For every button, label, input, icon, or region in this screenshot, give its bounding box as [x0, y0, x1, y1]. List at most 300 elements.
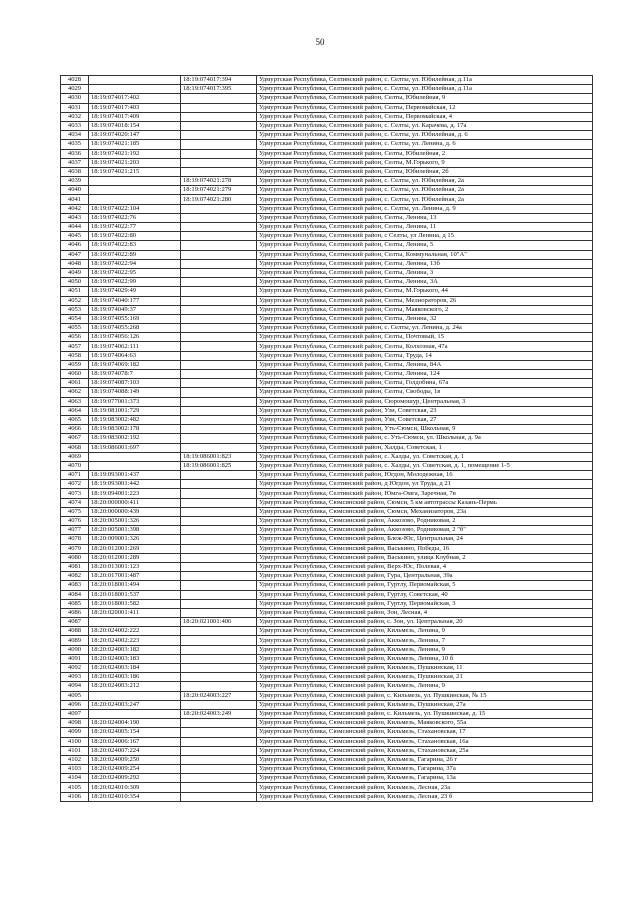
- row-number-cell: 4068: [61, 443, 89, 452]
- address-cell: Удмуртская Республика, Селтинский район, с. Селты, ул. Карачева, д. 17а: [257, 121, 593, 130]
- address-cell: Удмуртская Республика, Селтинский район, Селты, Ленина, 13: [257, 213, 593, 222]
- address-cell: Удмуртская Республика, Селтинский район, с Селты, ул Ленина, д 15: [257, 232, 593, 241]
- row-number-cell: 4050: [61, 278, 89, 287]
- row-number-cell: 4047: [61, 250, 89, 259]
- table-row: [61, 590, 593, 599]
- table-row: [61, 599, 593, 608]
- table-row: [61, 112, 593, 121]
- cadastral-number-premises-cell: [181, 213, 257, 222]
- address-cell: Удмуртская Республика, Сюмсинский район, Сюмси, 5 км автотрассы Казань-Пермь: [257, 498, 593, 507]
- cadastral-number-building-cell: 18:19:074021:192: [89, 149, 181, 158]
- cadastral-number-premises-cell: [181, 636, 257, 645]
- row-number-cell: 4087: [61, 618, 89, 627]
- row-number-cell: 4040: [61, 186, 89, 195]
- row-number-cell: 4090: [61, 645, 89, 654]
- address-cell: Удмуртская Республика, Селтинский район, Селты, Ленина, 3А: [257, 278, 593, 287]
- address-cell: Удмуртская Республика, Сюмсинский район, Кильмезь, Ленина, 7: [257, 636, 593, 645]
- cadastral-number-premises-cell: [181, 517, 257, 526]
- cadastral-number-premises-cell: [181, 719, 257, 728]
- address-cell: Удмуртская Республика, Селтинский район, Селты, М.Горького, 44: [257, 287, 593, 296]
- cadastral-number-building-cell: 18:19:074017:409: [89, 112, 181, 121]
- table-row: [61, 250, 593, 259]
- table-row: [61, 158, 593, 167]
- row-number-cell: 4052: [61, 296, 89, 305]
- cadastral-number-premises-cell: [181, 498, 257, 507]
- table-row: [61, 167, 593, 176]
- address-cell: Удмуртская Республика, Сюмсинский район, Кильмезь, Лесная, 23а: [257, 783, 593, 792]
- cadastral-number-building-cell: 18:20:024009:250: [89, 755, 181, 764]
- address-cell: Удмуртская Республика, Сюмсинский район, Кильмезь, Ленина, 9: [257, 627, 593, 636]
- address-cell: Удмуртская Республика, Селтинский район, Селты, Ленина, 32: [257, 314, 593, 323]
- cadastral-number-building-cell: 18:19:074088:149: [89, 388, 181, 397]
- table-row: [61, 636, 593, 645]
- cadastral-number-premises-cell: [181, 664, 257, 673]
- row-number-cell: 4034: [61, 131, 89, 140]
- row-number-cell: 4092: [61, 664, 89, 673]
- table-row: [61, 425, 593, 434]
- cadastral-number-building-cell: 18:19:093001:442: [89, 480, 181, 489]
- address-cell: Удмуртская Республика, Сюмсинский район, Кильмезь, Гагарина, 37а: [257, 765, 593, 774]
- row-number-cell: 4049: [61, 268, 89, 277]
- cadastral-number-building-cell: 18:20:024009:292: [89, 774, 181, 783]
- cadastral-number-building-cell: 18:20:017001:487: [89, 572, 181, 581]
- row-number-cell: 4064: [61, 406, 89, 415]
- address-cell: Удмуртская Республика, Селтинский район, с. Селты, ул. Юбилейная, 2а: [257, 195, 593, 204]
- cadastral-number-building-cell: 18:20:018001:537: [89, 590, 181, 599]
- cadastral-number-building-cell: 18:19:074078:7: [89, 370, 181, 379]
- cadastral-number-building-cell: 18:20:024003:183: [89, 654, 181, 663]
- address-cell: Удмуртская Республика, Селтинский район, Селты, Ленина, 11: [257, 223, 593, 232]
- cadastral-number-premises-cell: 18:20:024003:249: [181, 709, 257, 718]
- row-number-cell: 4067: [61, 434, 89, 443]
- cadastral-number-building-cell: 18:20:013001:123: [89, 562, 181, 571]
- cadastral-number-premises-cell: [181, 645, 257, 654]
- table-row: [61, 443, 593, 452]
- cadastral-number-building-cell: 18:19:074087:103: [89, 379, 181, 388]
- row-number-cell: 4095: [61, 691, 89, 700]
- cadastral-number-premises-cell: [181, 581, 257, 590]
- table-row: [61, 204, 593, 213]
- row-number-cell: 4057: [61, 342, 89, 351]
- row-number-cell: 4062: [61, 388, 89, 397]
- cadastral-number-premises-cell: [181, 94, 257, 103]
- table-row: [61, 765, 593, 774]
- table-row: [61, 691, 593, 700]
- cadastral-number-premises-cell: [181, 406, 257, 415]
- table-row: [61, 755, 593, 764]
- cadastral-number-premises-cell: [181, 259, 257, 268]
- address-cell: Удмуртская Республика, Селтинский район, Сюромошур, Центральная, 3: [257, 397, 593, 406]
- cadastral-number-building-cell: 18:19:074022:94: [89, 259, 181, 268]
- table-row: [61, 654, 593, 663]
- row-number-cell: 4030: [61, 94, 89, 103]
- table-row: [61, 553, 593, 562]
- address-cell: Удмуртская Республика, Сюмсинский район, Кильмезь, Ленина, 9: [257, 682, 593, 691]
- row-number-cell: 4085: [61, 599, 89, 608]
- table-row: [61, 572, 593, 581]
- table-row: [61, 618, 593, 627]
- address-cell: Удмуртская Республика, Сюмсинский район, Гуртлу, Первомайская, 3: [257, 599, 593, 608]
- table-row: [61, 627, 593, 636]
- cadastral-number-premises-cell: [181, 305, 257, 314]
- table-row: [61, 434, 593, 443]
- address-cell: Удмуртская Республика, Сюмсинский район, Блеж-Юс, Центральная, 24: [257, 535, 593, 544]
- address-cell: Удмуртская Республика, Сюмсинский район, Верх-Юс, Полевая, 4: [257, 562, 593, 571]
- cadastral-number-premises-cell: [181, 415, 257, 424]
- cadastral-number-building-cell: 18:19:074055:169: [89, 314, 181, 323]
- row-number-cell: 4031: [61, 103, 89, 112]
- cadastral-number-premises-cell: 18:19:074017:394: [181, 76, 257, 85]
- cadastral-number-premises-cell: [181, 562, 257, 571]
- cadastral-number-premises-cell: [181, 232, 257, 241]
- table-row: [61, 232, 593, 241]
- address-cell: Удмуртская Республика, Сюмсинский район, Аккозово, Родниковая, 2: [257, 517, 593, 526]
- row-number-cell: 4037: [61, 158, 89, 167]
- cadastral-number-premises-cell: 18:19:074021:278: [181, 177, 257, 186]
- row-number-cell: 4105: [61, 783, 89, 792]
- row-number-cell: 4089: [61, 636, 89, 645]
- cadastral-number-building-cell: [89, 691, 181, 700]
- table-row: [61, 489, 593, 498]
- address-cell: Удмуртская Республика, Селтинский район, с. Халды, ул. Советская, д. 1, помещение 1-5: [257, 461, 593, 470]
- cadastral-number-premises-cell: 18:19:086001:823: [181, 452, 257, 461]
- address-cell: Удмуртская Республика, Селтинский район, с. Селты, ул. Юбилейная, д.11а: [257, 85, 593, 94]
- row-number-cell: 4088: [61, 627, 89, 636]
- table-row: [61, 370, 593, 379]
- table-row: [61, 324, 593, 333]
- cadastral-number-building-cell: 18:19:074022:80: [89, 232, 181, 241]
- cadastral-number-building-cell: 18:20:012001:269: [89, 544, 181, 553]
- address-cell: Удмуртская Республика, Сюмсинский район, с. Зон, ул. Центральная, 20: [257, 618, 593, 627]
- address-cell: Удмуртская Республика, Селтинский район, Селты, Юбилейная, 2б: [257, 167, 593, 176]
- table-row: [61, 140, 593, 149]
- table-row: [61, 305, 593, 314]
- address-cell: Удмуртская Республика, Селтинский район, с. Селты, ул. Юбилейная, 2а: [257, 186, 593, 195]
- address-cell: Удмуртская Республика, Сюмсинский район, Кильмезь, Стахановская, 25а: [257, 746, 593, 755]
- table-row: [61, 700, 593, 709]
- row-number-cell: 4076: [61, 517, 89, 526]
- table-row: [61, 498, 593, 507]
- table-row: [61, 792, 593, 801]
- registry-table: [60, 75, 593, 802]
- table-row: [61, 682, 593, 691]
- address-cell: Удмуртская Республика, Селтинский район, Селты, Коммунальная, 10"А": [257, 250, 593, 259]
- address-cell: Удмуртская Республика, Сюмсинский район, Кильмезь, Пушкинская, 11: [257, 664, 593, 673]
- row-number-cell: 4038: [61, 167, 89, 176]
- row-number-cell: 4079: [61, 544, 89, 553]
- cadastral-number-building-cell: 18:19:074029:49: [89, 287, 181, 296]
- cadastral-number-building-cell: 18:19:074021:203: [89, 158, 181, 167]
- address-cell: Удмуртская Республика, Селтинский район, Халды, Советская, 1: [257, 443, 593, 452]
- row-number-cell: 4055: [61, 324, 89, 333]
- cadastral-number-building-cell: 18:19:074017:403: [89, 103, 181, 112]
- cadastral-number-premises-cell: [181, 167, 257, 176]
- table-row: [61, 507, 593, 516]
- cadastral-number-building-cell: 18:20:024010:309: [89, 783, 181, 792]
- cadastral-number-building-cell: 18:20:018001:582: [89, 599, 181, 608]
- address-cell: Удмуртская Республика, Сюмсинский район, Гуртлу, Советская, 40: [257, 590, 593, 599]
- row-number-cell: 4035: [61, 140, 89, 149]
- table-row: [61, 461, 593, 470]
- address-cell: Удмуртская Республика, Селтинский район, Селты, Ленина, 3: [257, 268, 593, 277]
- address-cell: Удмуртская Республика, Сюмсинский район, Васькино, улица Клубная, 2: [257, 553, 593, 562]
- address-cell: Удмуртская Республика, Селтинский район, Селты, Первомайская, 4: [257, 112, 593, 121]
- cadastral-number-building-cell: 18:19:086001:697: [89, 443, 181, 452]
- cadastral-number-building-cell: 18:19:074064:63: [89, 351, 181, 360]
- table-row: [61, 719, 593, 728]
- row-number-cell: 4058: [61, 351, 89, 360]
- table-row: [61, 452, 593, 461]
- address-cell: Удмуртская Республика, Селтинский район, Селты, Колхозная, 47а: [257, 342, 593, 351]
- cadastral-number-premises-cell: [181, 471, 257, 480]
- row-number-cell: 4044: [61, 223, 89, 232]
- table-row: [61, 673, 593, 682]
- row-number-cell: 4043: [61, 213, 89, 222]
- row-number-cell: 4036: [61, 149, 89, 158]
- address-cell: Удмуртская Республика, Селтинский район, Селты, Голдобина, 67а: [257, 379, 593, 388]
- row-number-cell: 4054: [61, 314, 89, 323]
- row-number-cell: 4106: [61, 792, 89, 801]
- address-cell: Удмуртская Республика, Селтинский район, Селты, Почтовый, 15: [257, 333, 593, 342]
- row-number-cell: 4084: [61, 590, 89, 599]
- row-number-cell: 4061: [61, 379, 89, 388]
- cadastral-number-building-cell: 18:20:024009:254: [89, 765, 181, 774]
- table-row: [61, 296, 593, 305]
- cadastral-number-building-cell: 18:20:018001:494: [89, 581, 181, 590]
- table-row: [61, 223, 593, 232]
- cadastral-number-building-cell: 18:19:074018:154: [89, 121, 181, 130]
- cadastral-number-building-cell: 18:19:074021:185: [89, 140, 181, 149]
- cadastral-number-building-cell: 18:20:024003:186: [89, 673, 181, 682]
- page-number: 50: [315, 37, 325, 47]
- cadastral-number-premises-cell: [181, 572, 257, 581]
- cadastral-number-premises-cell: [181, 673, 257, 682]
- cadastral-number-building-cell: 18:19:074022:83: [89, 241, 181, 250]
- address-cell: Удмуртская Республика, Селтинский район, с. Селты, ул. Ленина, д. 9: [257, 204, 593, 213]
- table-row: [61, 774, 593, 783]
- cadastral-number-building-cell: 18:19:074040:177: [89, 296, 181, 305]
- row-number-cell: 4078: [61, 535, 89, 544]
- cadastral-number-building-cell: 18:19:074022:104: [89, 204, 181, 213]
- cadastral-number-building-cell: [89, 709, 181, 718]
- address-cell: Удмуртская Республика, Селтинский район, Селты, Юбилейная, 2: [257, 149, 593, 158]
- table-row: [61, 241, 593, 250]
- cadastral-number-premises-cell: 18:19:074017:395: [181, 85, 257, 94]
- cadastral-number-building-cell: 18:20:024003:184: [89, 664, 181, 673]
- cadastral-number-premises-cell: [181, 792, 257, 801]
- table-row: [61, 471, 593, 480]
- cadastral-number-premises-cell: [181, 342, 257, 351]
- row-number-cell: 4097: [61, 709, 89, 718]
- cadastral-number-building-cell: 18:20:024007:224: [89, 746, 181, 755]
- cadastral-number-premises-cell: [181, 131, 257, 140]
- table-row: [61, 709, 593, 718]
- address-cell: Удмуртская Республика, Сюмсинский район, Кильмезь, Стахановская, 17: [257, 728, 593, 737]
- address-cell: Удмуртская Республика, Селтинский район, с. Селты, ул. Ленина, д. 6: [257, 140, 593, 149]
- table-row: [61, 351, 593, 360]
- cadastral-number-building-cell: [89, 452, 181, 461]
- row-number-cell: 4083: [61, 581, 89, 590]
- cadastral-number-premises-cell: [181, 526, 257, 535]
- table-row: [61, 149, 593, 158]
- cadastral-number-premises-cell: [181, 590, 257, 599]
- cadastral-number-premises-cell: 18:20:024003:227: [181, 691, 257, 700]
- table-row: [61, 314, 593, 323]
- address-cell: Удмуртская Республика, Селтинский район, Селты, М.Горького, 9: [257, 158, 593, 167]
- row-number-cell: 4048: [61, 259, 89, 268]
- cadastral-number-building-cell: 18:19:074056:126: [89, 333, 181, 342]
- cadastral-number-building-cell: 18:20:024002:223: [89, 636, 181, 645]
- row-number-cell: 4103: [61, 765, 89, 774]
- row-number-cell: 4065: [61, 415, 89, 424]
- address-cell: Удмуртская Республика, Сюмсинский район, Кильмезь, Гагарина, 26 г: [257, 755, 593, 764]
- address-cell: Удмуртская Республика, Сюмсинский район, Зон, Лесная, 4: [257, 608, 593, 617]
- cadastral-number-premises-cell: [181, 608, 257, 617]
- table-row: [61, 131, 593, 140]
- cadastral-number-building-cell: 18:20:024003:247: [89, 700, 181, 709]
- table-row: [61, 526, 593, 535]
- address-cell: Удмуртская Республика, Селтинский район, д Югдон, ул Труда, д 21: [257, 480, 593, 489]
- cadastral-number-premises-cell: [181, 700, 257, 709]
- cadastral-number-premises-cell: [181, 535, 257, 544]
- cadastral-number-premises-cell: [181, 783, 257, 792]
- registry-table-body: [61, 76, 593, 802]
- address-cell: Удмуртская Республика, Селтинский район, Селты, Труда, 14: [257, 351, 593, 360]
- cadastral-number-premises-cell: [181, 149, 257, 158]
- row-number-cell: 4077: [61, 526, 89, 535]
- table-row: [61, 562, 593, 571]
- cadastral-number-premises-cell: [181, 544, 257, 553]
- table-row: [61, 268, 593, 277]
- address-cell: Удмуртская Республика, Сюмсинский район, Сюмси, Механизаторов, 23а: [257, 507, 593, 516]
- table-row: [61, 480, 593, 489]
- table-row: [61, 746, 593, 755]
- row-number-cell: 4082: [61, 572, 89, 581]
- cadastral-number-premises-cell: [181, 507, 257, 516]
- cadastral-number-premises-cell: [181, 737, 257, 746]
- address-cell: Удмуртская Республика, Сюмсинский район, с. Кильмезь, ул. Пушкинская, № 15: [257, 691, 593, 700]
- row-number-cell: 4091: [61, 654, 89, 663]
- cadastral-number-premises-cell: [181, 765, 257, 774]
- row-number-cell: 4080: [61, 553, 89, 562]
- cadastral-number-premises-cell: [181, 140, 257, 149]
- address-cell: Удмуртская Республика, Селтинский район, Селты, Маяковского, 2: [257, 305, 593, 314]
- row-number-cell: 4104: [61, 774, 89, 783]
- row-number-cell: 4071: [61, 471, 89, 480]
- cadastral-number-premises-cell: [181, 112, 257, 121]
- table-row: [61, 581, 593, 590]
- table-row: [61, 379, 593, 388]
- address-cell: Удмуртская Республика, Селтинский район, Селты, Ленина, 5: [257, 241, 593, 250]
- address-cell: Удмуртская Республика, Селтинский район, с. Селты, ул. Ленина, д. 24а: [257, 324, 593, 333]
- address-cell: Удмуртская Республика, Селтинский район, с. Селты, ул. Юбилейная, д. 6: [257, 131, 593, 140]
- address-cell: Удмуртская Республика, Сюмсинский район, Васькино, Победы, 16: [257, 544, 593, 553]
- cadastral-number-premises-cell: [181, 241, 257, 250]
- row-number-cell: 4028: [61, 76, 89, 85]
- cadastral-number-building-cell: 18:19:083002:178: [89, 425, 181, 434]
- cadastral-number-building-cell: 18:20:005001:398: [89, 526, 181, 535]
- table-row: [61, 406, 593, 415]
- row-number-cell: 4053: [61, 305, 89, 314]
- cadastral-number-building-cell: 18:20:024006:167: [89, 737, 181, 746]
- table-row: [61, 76, 593, 85]
- address-cell: Удмуртская Республика, Селтинский район, с. Уть-Сюмси, ул. Школьная, д. 9а: [257, 434, 593, 443]
- row-number-cell: 4060: [61, 370, 89, 379]
- cadastral-number-building-cell: [89, 461, 181, 470]
- cadastral-number-building-cell: 18:19:093001:437: [89, 471, 181, 480]
- row-number-cell: 4063: [61, 397, 89, 406]
- cadastral-number-premises-cell: [181, 480, 257, 489]
- address-cell: Удмуртская Республика, Сюмсинский район, Кильмезь, Ленина, 9: [257, 645, 593, 654]
- row-number-cell: 4045: [61, 232, 89, 241]
- cadastral-number-building-cell: 18:19:074049:37: [89, 305, 181, 314]
- cadastral-number-premises-cell: [181, 360, 257, 369]
- cadastral-number-building-cell: 18:19:074069:182: [89, 360, 181, 369]
- cadastral-number-building-cell: 18:19:081001:729: [89, 406, 181, 415]
- table-row: [61, 517, 593, 526]
- row-number-cell: 4056: [61, 333, 89, 342]
- cadastral-number-premises-cell: [181, 627, 257, 636]
- cadastral-number-building-cell: 18:19:074022:89: [89, 250, 181, 259]
- cadastral-number-premises-cell: [181, 351, 257, 360]
- row-number-cell: 4096: [61, 700, 89, 709]
- address-cell: Удмуртская Республика, Селтинский район, с. Селты, ул. Юбилейная, 2а: [257, 177, 593, 186]
- address-cell: Удмуртская Республика, Сюмсинский район, Аккозово, Родниковая, 2 "б": [257, 526, 593, 535]
- address-cell: Удмуртская Республика, Селтинский район, Селты, Ленина, 124: [257, 370, 593, 379]
- table-row: [61, 535, 593, 544]
- cadastral-number-building-cell: 18:19:074020:147: [89, 131, 181, 140]
- address-cell: Удмуртская Республика, Сюмсинский район, Гуртлу, Первомайская, 5: [257, 581, 593, 590]
- cadastral-number-premises-cell: [181, 388, 257, 397]
- cadastral-number-premises-cell: [181, 728, 257, 737]
- cadastral-number-premises-cell: [181, 443, 257, 452]
- address-cell: Удмуртская Республика, Селтинский район, Селты, Ленина, 84А: [257, 360, 593, 369]
- cadastral-number-premises-cell: [181, 333, 257, 342]
- row-number-cell: 4074: [61, 498, 89, 507]
- cadastral-number-building-cell: 18:19:094001:223: [89, 489, 181, 498]
- address-cell: Удмуртская Республика, Селтинский район, Уть-Сюмси, Школьная, 9: [257, 425, 593, 434]
- table-row: [61, 213, 593, 222]
- table-row: [61, 287, 593, 296]
- row-number-cell: 4051: [61, 287, 89, 296]
- cadastral-number-building-cell: 18:19:074022:95: [89, 268, 181, 277]
- table-row: [61, 544, 593, 553]
- row-number-cell: 4066: [61, 425, 89, 434]
- table-row: [61, 397, 593, 406]
- table-row: [61, 85, 593, 94]
- cadastral-number-premises-cell: [181, 268, 257, 277]
- address-cell: Удмуртская Республика, Сюмсинский район, Кильмезь, Пушкинская, 27а: [257, 700, 593, 709]
- table-row: [61, 342, 593, 351]
- table-row: [61, 121, 593, 130]
- address-cell: Удмуртская Республика, Селтинский район, Селты, Юбилейная, 9: [257, 94, 593, 103]
- row-number-cell: 4102: [61, 755, 89, 764]
- cadastral-number-building-cell: 18:19:077001:373: [89, 397, 181, 406]
- cadastral-number-premises-cell: [181, 553, 257, 562]
- row-number-cell: 4033: [61, 121, 89, 130]
- cadastral-number-premises-cell: [181, 379, 257, 388]
- cadastral-number-premises-cell: [181, 682, 257, 691]
- address-cell: Удмуртская Республика, Селтинский район, с. Халды, ул. Советская, д. 1: [257, 452, 593, 461]
- cadastral-number-building-cell: 18:20:024004:190: [89, 719, 181, 728]
- row-number-cell: 4039: [61, 177, 89, 186]
- cadastral-number-premises-cell: 18:19:074021:280: [181, 195, 257, 204]
- cadastral-number-building-cell: 18:20:024003:212: [89, 682, 181, 691]
- cadastral-number-premises-cell: [181, 324, 257, 333]
- table-row: [61, 333, 593, 342]
- row-number-cell: 4029: [61, 85, 89, 94]
- row-number-cell: 4072: [61, 480, 89, 489]
